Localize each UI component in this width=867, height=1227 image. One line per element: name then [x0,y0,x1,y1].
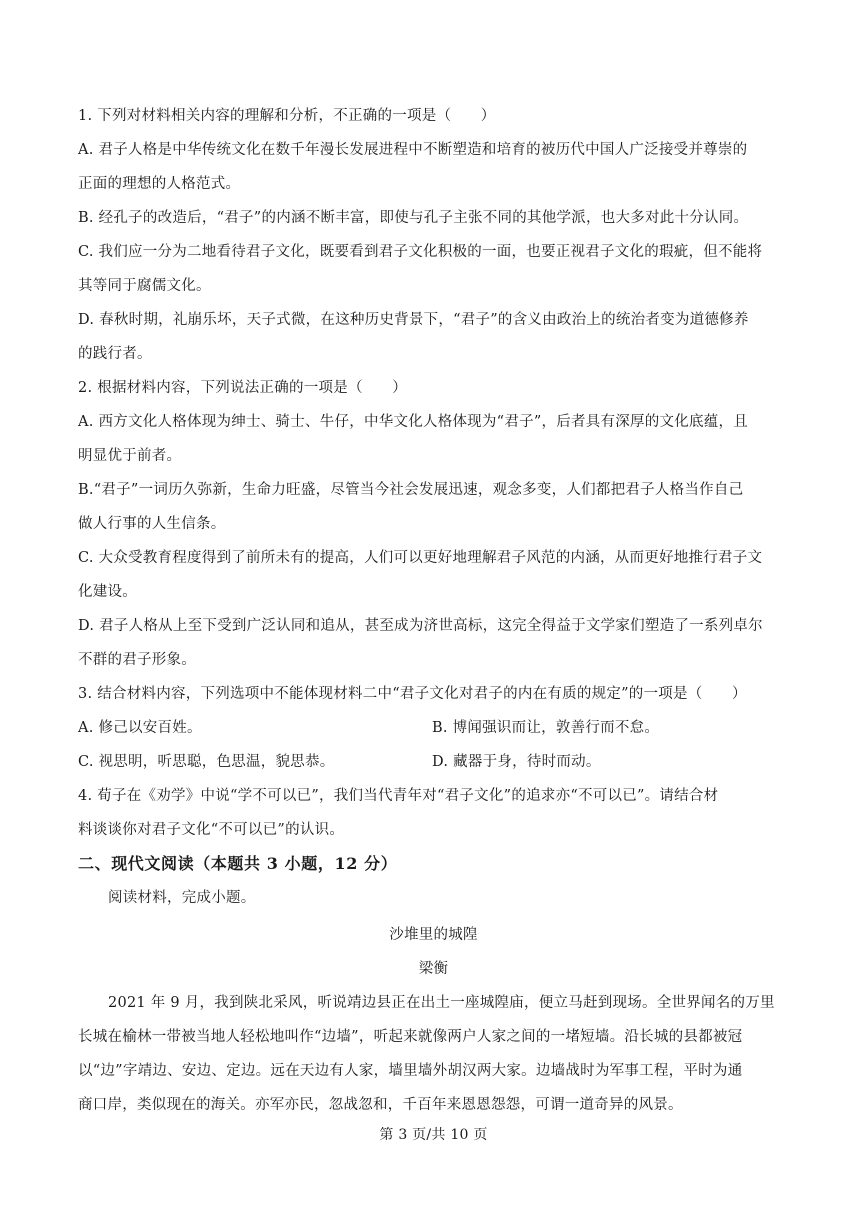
article-author: 梁衡 [418,961,449,977]
q2-option-a-line2: 明显优于前者。 [78,448,182,464]
section-2-heading: 二、现代文阅读（本题共 3 小题，12 分） [78,854,398,873]
article-title: 沙堆里的城隍 [389,927,478,943]
q2-option-d-line2: 不群的君子形象。 [78,652,196,668]
article-paragraph-line2: 长城在榆林一带被当地人轻松地叫作“边墙”，听起来就像两户人家之间的一堵短墙。沿长城的县都被冠 [78,1029,743,1045]
q2-option-c-line2: 化建设。 [78,584,137,600]
question-1-stem: 1. 下列对材料相关内容的理解和分析，不正确的一项是（ ） [78,108,496,124]
q2-option-d-line1: D. 君子人格从上至下受到广泛认同和追从，甚至成为济世高标，这完全得益于文学家们塑造了一系列卓尔 [78,618,763,634]
q2-option-b-line2: 做人行事的人生信条。 [78,516,226,532]
q1-option-c-line2: 其等同于腐儒文化。 [78,278,211,294]
q1-option-d-line1: D. 春秋时期，礼崩乐坏，天子式微，在这种历史背景下，“君子”的含义由政治上的统治者变为道德修养 [78,312,749,328]
article-paragraph-line3: 以“边”字靖边、安边、定边。远在天边有人家，墙里墙外胡汉两大家。边墙战时为军事工程，平时为通 [78,1063,743,1079]
q2-option-a-line1: A. 西方文化人格体现为绅士、骑士、牛仔，中华文化人格体现为“君子”，后者具有深厚的文化底蕴，且 [78,414,749,430]
article-paragraph-line1: 2021 年 9 月，我到陕北采风，听说靖边县正在出土一座城隍庙，便立马赶到现场。全世界闻名的万里 [108,995,775,1011]
question-4-line1: 4. 荀子在《劝学》中说“学不可以已”，我们当代青年对“君子文化”的追求亦“不可以已”。请结合材 [78,788,719,804]
q3-option-a: A. 修己以安百姓。 [78,720,202,736]
q1-option-d-line2: 的践行者。 [78,346,152,362]
q1-option-c-line1: C. 我们应一分为二地看待君子文化，既要看到君子文化积极的一面，也要正视君子文化的瑕疵，但不能将 [78,244,763,260]
q3-option-c: C. 视思明，听思聪，色思温，貌思恭。 [78,754,335,770]
reading-instruction: 阅读材料，完成小题。 [108,890,256,906]
q1-option-a-line1: A. 君子人格是中华传统文化在数千年漫长发展进程中不断塑造和培育的被历代中国人广泛接受并尊崇的 [78,142,748,158]
q1-option-b: B. 经孔子的改造后，“君子”的内涵不断丰富，即使与孔子主张不同的其他学派，也大多对此十分认同。 [78,210,749,226]
q3-option-b: B. 博闻强识而让，敦善行而不怠。 [432,720,660,736]
question-2-stem: 2. 根据材料内容，下列说法正确的一项是（ ） [78,380,407,396]
page-footer: 第 3 页/共 10 页 [379,1127,488,1143]
q2-option-b-line1: B.“君子”一词历久弥新，生命力旺盛，尽管当今社会发展迅速，观念多变，人们都把君子人格当作自己 [78,482,744,498]
q3-option-d: D. 藏器于身，待时而动。 [432,754,601,770]
article-paragraph-line4: 商口岸，类似现在的海关。亦军亦民，忽战忽和，千百年来恩恩怨怨，可谓一道奇异的风景。 [78,1097,683,1113]
q2-option-c-line1: C. 大众受教育程度得到了前所未有的提高，人们可以更好地理解君子风范的内涵，从而更好地推行君子文 [78,550,763,566]
question-4-line2: 料谈谈你对君子文化“不可以已”的认识。 [78,822,345,838]
question-3-stem: 3. 结合材料内容，下列选项中不能体现材料二中“君子文化对君子的内在有质的规定”的一项是（ ） [78,686,747,702]
q1-option-a-line2: 正面的理想的人格范式。 [78,176,241,192]
